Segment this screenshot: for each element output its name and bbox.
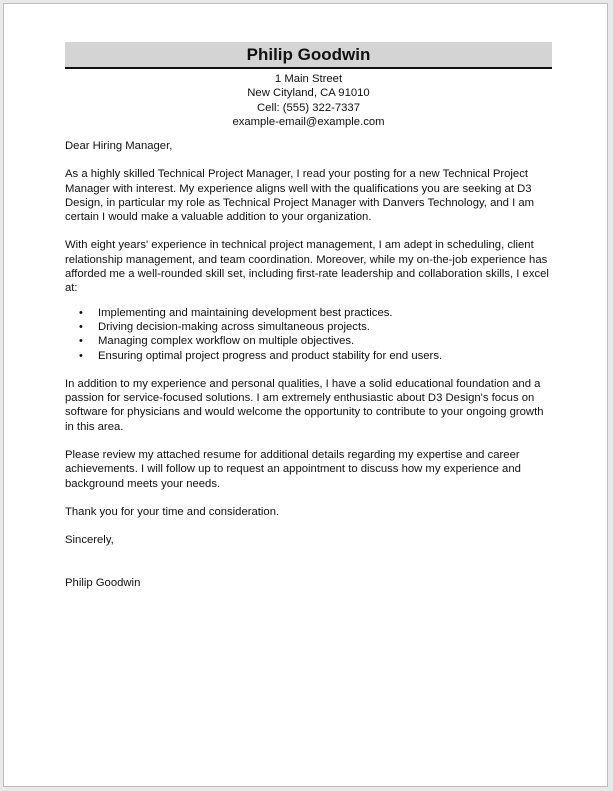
thanks-line: Thank you for your time and consideration. [65, 505, 280, 518]
paragraph-intro: As a highly skilled Technical Project Manager, I read your posting for a new Technical Project Manager with interest. My experience aligns well with the qualifications you are seeking at D3 Design, in particular my role as Technical Project Manager with Danvers Technology, and I am certain I would make a valuable addition to your organization. [65, 168, 535, 224]
closing-line: Sincerely, [65, 534, 114, 547]
paragraph-education: In addition to my experience and personal qualities, I have a solid educational foundation and a passion for service-focused solutions. I am extremely enthusiastic about D3 Design's focus on software for physicians and would welcome the opportunity to contribute to your ongoing growth in this area. [65, 377, 544, 433]
contact-block [65, 72, 552, 129]
bullet-icon: • [79, 306, 83, 319]
list-item: • Implementing and maintaining development best practices. [79, 306, 393, 319]
list-item: • Driving decision-making across simultaneous projects. [79, 320, 370, 333]
header-name: Philip Goodwin [65, 42, 552, 69]
letter-page [3, 3, 608, 787]
paragraph-followup: Please review my attached resume for additional details regarding my expertise and career achievements. I will follow up to request an appointment to discuss how my experience and background meets your needs. [65, 449, 521, 490]
cell-phone: Cell: (555) 322-7337 [257, 101, 360, 114]
street-address: 1 Main Street [274, 73, 343, 85]
bullet-icon: • [79, 320, 83, 333]
email-address: example-email@example.com [232, 115, 385, 128]
salutation: Dear Hiring Manager, [65, 140, 173, 152]
bullet-icon: • [79, 335, 83, 348]
skills-list [65, 306, 555, 363]
letter-body [65, 139, 555, 604]
list-item: • Ensuring optimal project progress and product stability for end users. [79, 349, 443, 362]
city-address: New Cityland, CA 91010 [247, 87, 370, 100]
signature-name: Philip Goodwin [65, 576, 141, 589]
paragraph-experience: With eight years' experience in technical project management, I am adept in scheduling, client relationship management, and team coordination. Moreover, while my on-the-job experience has afforded me a well-rounded skill set, including first-rate leadership and collaboration skills, I excel at: [65, 239, 549, 295]
list-item: • Managing complex workflow on multiple objectives. [79, 335, 355, 348]
bullet-icon: • [79, 349, 83, 362]
